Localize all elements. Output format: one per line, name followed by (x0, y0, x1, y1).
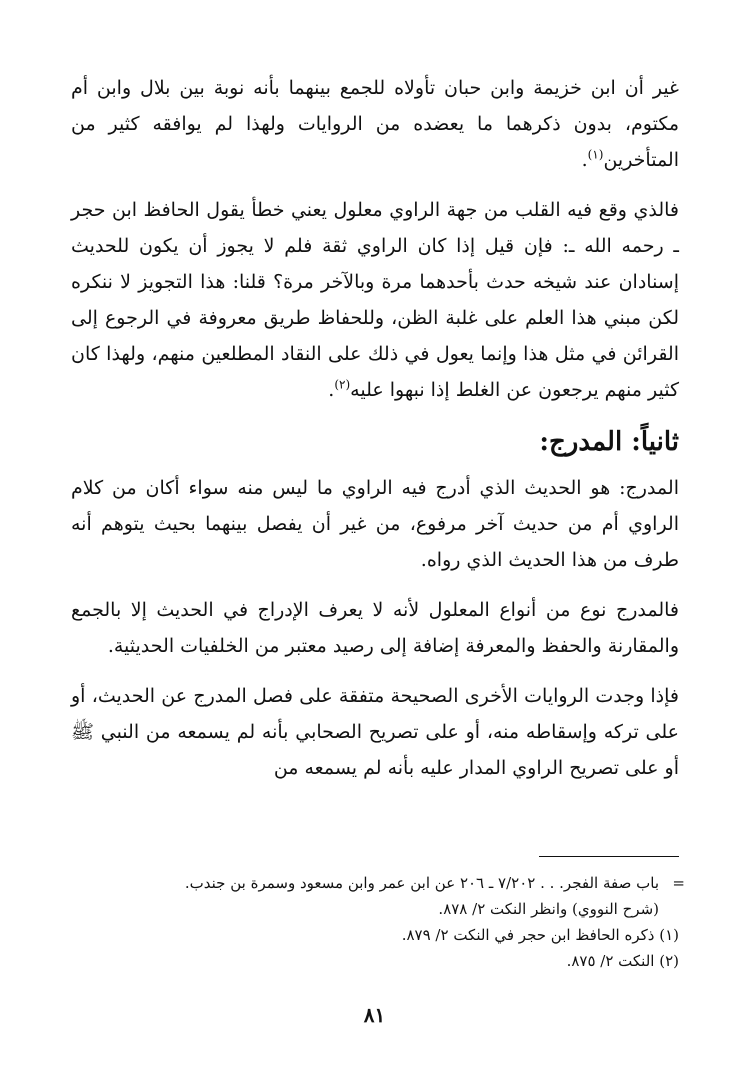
footnote-continuation-line-1: باب صفة الفجر. . . ٧/٢٠٢ ـ ٢٠٦ عن ابن عمر وابن مسعود وسمرة بن جندب. (184, 874, 659, 892)
footnote-continuation-line-2: (شرح النووي) وانظر النكت ٢/ ٨٧٨. (438, 900, 659, 918)
page-number: ٨١ (363, 1003, 386, 1027)
footnote-continuation (71, 870, 685, 896)
paragraph-1-text: غير أن ابن خزيمة وابن حبان تأولاه للجمع بينهما بأنه نوبة بين بلال وابن أم مكتوم، بدون ذكرهما ما يعضده من الروايات ولهذا لم يوافقه كثير من المتأخرين (71, 77, 679, 171)
footnote-ref-2: (٢) (334, 377, 351, 392)
paragraph-4: فالمدرج نوع من أنواع المعلول لأنه لا يعرف الإدراج في الحديث إلا بالجمع والمقارنة والحفظ والمعرفة إضافة إلى رصيد معتبر من الخلفيات الحديثية. (71, 599, 679, 657)
paragraph-5: فإذا وجدت الروايات الأخرى الصحيحة متفقة على فصل المدرج عن الحديث، أو على تركه وإسقاطه منه، أو على تصريح الصحابي بأنه لم يسمعه من النبي ﷺ أو على تصريح الراوي المدار عليه بأنه لم يسمعه من (71, 685, 679, 779)
paragraph-3: المدرج: هو الحديث الذي أدرج فيه الراوي ما ليس منه سواء أكان من كلام الراوي أم من حديث آخر مرفوع، من غير أن يفصل بينهما بحيث يتوهم أنه طرف من هذا الحديث الذي رواه. (71, 477, 679, 571)
main-text (71, 70, 679, 800)
footnote-2: (٢) النكت ٢/ ٨٧٥. (566, 952, 679, 970)
continuation-mark: = (672, 874, 685, 892)
footnote-1: (١) ذكره الحافظ ابن حجر في النكت ٢/ ٨٧٩. (401, 926, 679, 944)
paragraph-1: غير أن ابن خزيمة وابن حبان تأولاه للجمع بينهما بأنه نوبة بين بلال وابن أم مكتوم، بدون ذكرهما ما يعضده من الروايات ولهذا لم يوافقه كثير من المتأخرين$^{(١)}$. (71, 77, 679, 171)
paragraph-2-text: فالذي وقع فيه القلب من جهة الراوي معلول يعني خطأ يقول الحافظ ابن حجر ـ رحمه الله ـ: فإن قيل إذا كان الراوي ثقة فلم لا يجوز أن يكون للحديث إسنادان عند شيخه حدث بأحدهما مرة وبالآخر مرة؟ قلنا: هذا التجويز لا ننكره لكن مبني هذا العلم على غلبة الظن، وللحفاظ طريق معروفة في الرجوع إلى القرائن في مثل هذا وإنما يعول في ذلك على النقاد المطلعين منهم، ولهذا كان كثير منهم يرجعون عن الغلط إذا نبهوا عليه (71, 199, 679, 401)
footnote-divider (539, 856, 679, 857)
footnotes (71, 870, 685, 974)
section-heading: ثانياً: المدرج: (539, 427, 679, 457)
footnote-ref-1: (١) (587, 147, 604, 162)
paragraph-2: فالذي وقع فيه القلب من جهة الراوي معلول يعني خطأ يقول الحافظ ابن حجر ـ رحمه الله ـ: فإن قيل إذا كان الراوي ثقة فلم لا يجوز أن يكون للحديث إسنادان عند شيخه حدث بأحدهما مرة وبالآخر مرة؟ قلنا: هذا التجويز لا ننكره لكن مبني هذا العلم على غلبة الظن، وللحفاظ طريق معروفة في الرجوع إلى القرائن في مثل هذا وإنما يعول في ذلك على النقاد المطلعين منهم، ولهذا كان كثير منهم يرجعون عن الغلط إذا نبهوا عليه$^{(٢)}$. (71, 199, 679, 401)
